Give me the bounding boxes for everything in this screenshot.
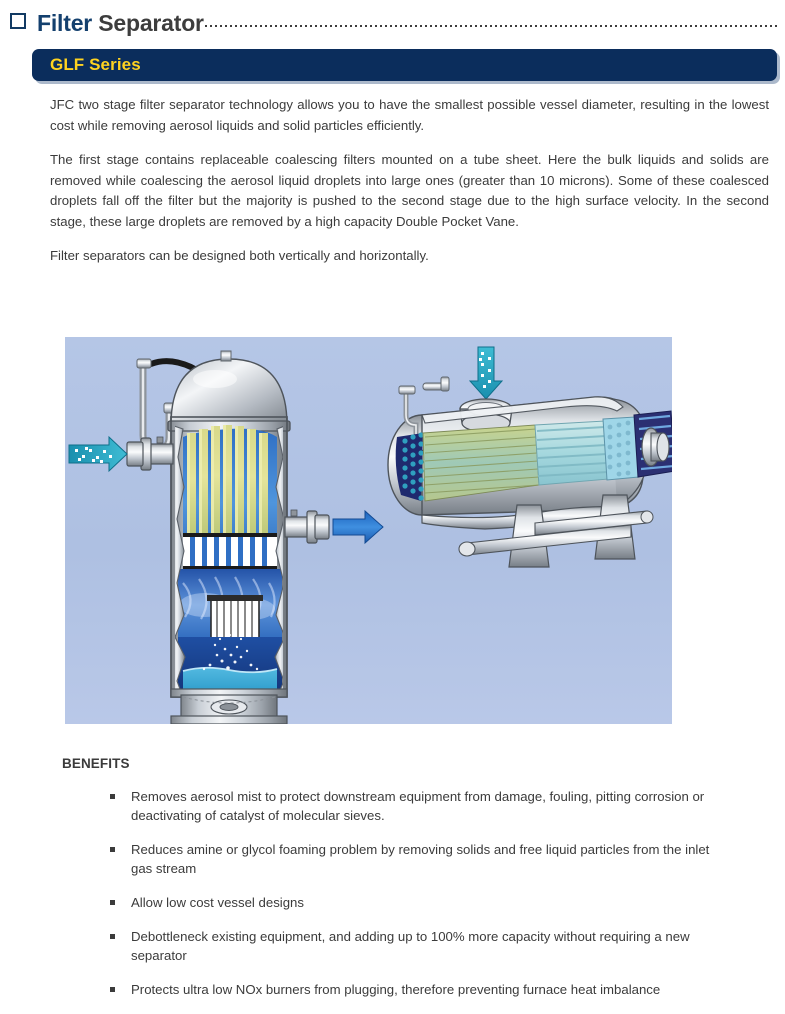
page-title — [37, 10, 204, 37]
hollow-square-bullet-icon — [10, 13, 27, 30]
horizontal-outlet-nozzle — [642, 428, 669, 466]
list-item — [110, 893, 769, 912]
square-bullet-icon — [110, 847, 115, 852]
list-item-text: Debottleneck existing equipment, and adding up to 100% more capacity without requiring a new separator — [131, 929, 690, 963]
list-item-text: Protects ultra low NOx burners from plugging, therefore preventing furnace heat imbalance — [131, 982, 661, 997]
list-item-text: Reduces amine or glycol foaming problem by removing solids and free liquid particles from the inlet gas stream — [131, 842, 710, 876]
vertical-outlet-nozzle — [285, 510, 329, 543]
list-item — [110, 980, 769, 999]
horizontal-inlet-arrow — [470, 347, 502, 399]
square-bullet-icon — [110, 934, 115, 939]
series-banner-label: GLF Series — [50, 55, 141, 74]
paragraph-3: Filter separators can be designed both vertically and horizontally. — [50, 248, 429, 263]
series-banner-wrapper — [0, 44, 785, 81]
benefits-heading: BENEFITS — [62, 756, 130, 771]
square-bullet-icon — [110, 794, 115, 799]
outlet-flow-arrow — [333, 511, 383, 543]
list-item — [110, 840, 769, 878]
series-banner — [32, 49, 777, 81]
paragraph-2: The first stage contains replaceable coalescing filters mounted on a tube sheet. Here the bulk liquids and solids are removed while coalescing the aerosol liquid droplets into large ones (greater than 10 microns). Some of these coalesced droplets fall off the filter but the majority is pushed to the second stage due to the high surface velocity. In the second stage, these large droplets are removed by a high capacity Double Pocket Vane. — [50, 152, 769, 229]
body-copy — [0, 81, 785, 267]
list-item — [110, 927, 769, 965]
title-dot-leader — [205, 15, 779, 31]
square-bullet-icon — [110, 987, 115, 992]
list-item — [110, 787, 769, 825]
inlet-flow-arrow — [69, 437, 127, 471]
equipment-illustration — [65, 337, 672, 724]
horizontal-filter-separator — [388, 347, 672, 567]
paragraph-1: JFC two stage filter separator technology allows you to have the smallest possible vessel diameter, resulting in the lowest cost while removing aerosol liquids and solid particles efficiently. — [50, 97, 769, 133]
benefits-list — [62, 787, 769, 999]
vertical-filter-separator — [69, 351, 383, 724]
page-title-row — [0, 0, 785, 44]
benefits-section — [0, 756, 785, 999]
list-item-text: Allow low cost vessel designs — [131, 895, 304, 910]
page-title-primary: Filter — [37, 10, 93, 36]
list-item-text: Removes aerosol mist to protect downstream equipment from damage, fouling, pitting corrosion or deactivating of catalyst of molecular sieves. — [131, 789, 705, 823]
page-title-secondary: Separator — [98, 10, 204, 36]
square-bullet-icon — [110, 900, 115, 905]
